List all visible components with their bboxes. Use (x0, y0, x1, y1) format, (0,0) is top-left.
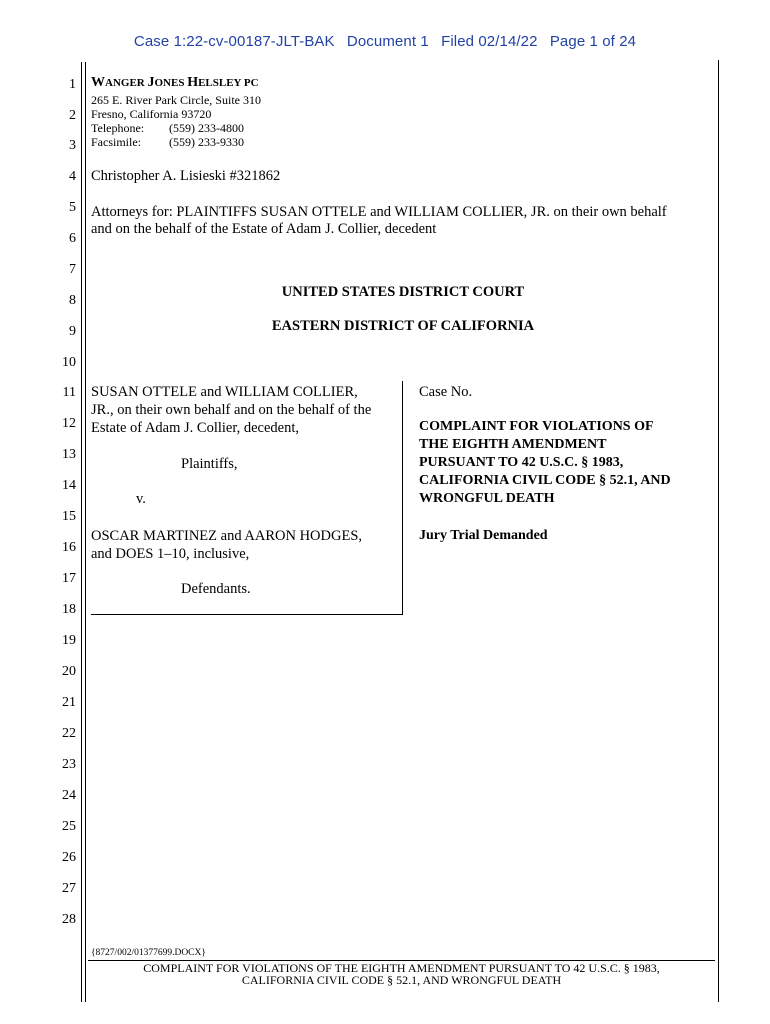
filed-date: Filed 02/14/22 (441, 33, 538, 50)
document-number: Document 1 (346, 33, 429, 50)
line-number: 6 (69, 231, 76, 246)
defendants-line-1: OSCAR MARTINEZ and AARON HODGES, (91, 528, 363, 544)
firm-telephone (91, 121, 244, 135)
facsimile-value: (559) 233-9330 (169, 135, 244, 149)
line-number: 14 (62, 478, 76, 493)
document-id: {8727/002/01377699.DOCX} (91, 948, 206, 958)
facsimile-label: Facsimile: (91, 135, 141, 149)
footer-line-2: CALIFORNIA CIVIL CODE § 52.1, AND WRONGFUL DEATH (241, 973, 562, 987)
line-number: 24 (62, 788, 76, 803)
plaintiffs-line-2: JR., on their own behalf and on the behalf of the (91, 402, 372, 418)
firm-address-line-1: 265 E. River Park Circle, Suite 310 (91, 93, 261, 107)
line-number: 11 (62, 385, 76, 400)
case-number: Case 1:22-cv-00187-JLT-BAK (133, 33, 335, 50)
left-margin-rule-2 (85, 62, 86, 1002)
line-number: 19 (62, 633, 76, 648)
filing-header (0, 33, 770, 50)
line-number: 10 (62, 355, 76, 370)
telephone-value: (559) 233-4800 (169, 121, 244, 135)
footer-line-1: COMPLAINT FOR VIOLATIONS OF THE EIGHTH AMENDMENT PURSUANT TO 42 U.S.C. § 1983, (143, 961, 660, 975)
firm-name-part: ANGER (105, 77, 148, 89)
page-indicator: Page 1 of 24 (549, 33, 637, 50)
attorneys-for-line-1: Attorneys for: PLAINTIFFS SUSAN OTTELE and WILLIAM COLLIER, JR. on their own behalf (91, 204, 667, 220)
firm-address-line-2: Fresno, California 93720 (91, 107, 212, 121)
defendants-line-2: and DOES 1–10, inclusive, (91, 546, 250, 562)
complaint-title-line-2: THE EIGHTH AMENDMENT (419, 437, 607, 452)
court-name: UNITED STATES DISTRICT COURT (281, 284, 525, 300)
line-number: 23 (62, 757, 76, 772)
line-number: 7 (69, 262, 76, 277)
firm-facsimile (91, 135, 244, 149)
line-number: 4 (69, 169, 76, 184)
complaint-title-line-3: PURSUANT TO 42 U.S.C. § 1983, (419, 455, 624, 470)
line-number: 9 (69, 324, 76, 339)
line-number: 20 (62, 664, 76, 679)
line-number: 26 (62, 850, 76, 865)
defendants-label: Defendants. (181, 581, 251, 597)
left-margin-rule-1 (81, 62, 82, 1002)
line-number: 27 (62, 881, 76, 896)
caption-vertical-rule (402, 381, 403, 615)
firm-name-initial: W (91, 75, 105, 90)
complaint-title-line-4: CALIFORNIA CIVIL CODE § 52.1, AND (419, 473, 671, 488)
firm-name-initial: H (187, 75, 199, 90)
plaintiffs-line-1: SUSAN OTTELE and WILLIAM COLLIER, (91, 384, 358, 400)
jury-trial-demanded: Jury Trial Demanded (419, 528, 548, 543)
line-number: 5 (69, 200, 76, 215)
line-number: 18 (62, 602, 76, 617)
firm-name (91, 75, 259, 91)
firm-name-initial: J (147, 75, 155, 90)
caption-bottom-rule (91, 614, 403, 615)
attorney-name: Christopher A. Lisieski #321862 (91, 168, 281, 184)
line-number: 25 (62, 819, 76, 834)
versus: v. (136, 491, 146, 507)
plaintiffs-label: Plaintiffs, (181, 456, 238, 472)
line-number: 12 (62, 416, 76, 431)
line-number: 22 (62, 726, 76, 741)
line-number: 13 (62, 447, 76, 462)
complaint-title-line-5: WRONGFUL DEATH (419, 491, 555, 506)
line-number: 3 (69, 138, 76, 153)
telephone-label: Telephone: (91, 121, 145, 135)
line-number: 21 (62, 695, 76, 710)
right-margin-rule (718, 60, 719, 1002)
line-number: 17 (62, 571, 76, 586)
line-number: 28 (62, 912, 76, 927)
attorneys-for-line-2: and on the behalf of the Estate of Adam J. Collier, decedent (91, 221, 437, 237)
line-number: 15 (62, 509, 76, 524)
footer-title (88, 962, 715, 986)
case-no-label: Case No. (419, 384, 473, 400)
line-number: 16 (62, 540, 76, 555)
line-number: 8 (69, 293, 76, 308)
line-number: 2 (69, 108, 76, 123)
line-number: 1 (69, 77, 76, 92)
complaint-title-line-1: COMPLAINT FOR VIOLATIONS OF (419, 419, 654, 434)
firm-name-part: ONES (154, 77, 188, 89)
firm-name-part: ELSLEY PC (198, 77, 259, 89)
district-name: EASTERN DISTRICT OF CALIFORNIA (271, 318, 535, 334)
plaintiffs-line-3: Estate of Adam J. Collier, decedent, (91, 420, 299, 436)
